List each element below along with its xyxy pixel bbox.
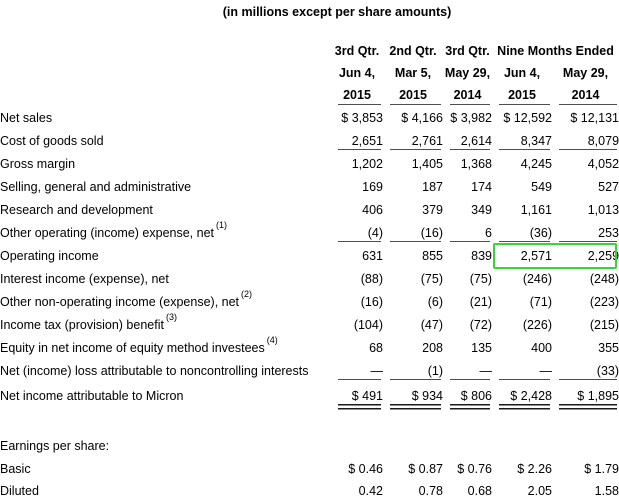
row-label: Research and development xyxy=(0,202,153,217)
col-year: 2014 xyxy=(552,84,619,106)
value-cell: (71) xyxy=(529,294,552,309)
value-cell: 174 xyxy=(471,179,492,194)
row-label: Interest income (expense), net xyxy=(0,271,169,286)
value-cell xyxy=(383,434,443,457)
value-cell: — xyxy=(492,359,552,382)
value-cell: (226) xyxy=(522,317,552,332)
value-cell: 1,202 xyxy=(351,156,383,171)
value-cell: 527 xyxy=(598,179,619,194)
value-cell: 6 xyxy=(443,221,492,244)
header-spacer xyxy=(0,40,331,62)
value-cell: $ 2,428 xyxy=(492,382,552,410)
value-cell: (223) xyxy=(589,294,619,309)
footnote-ref: (3) xyxy=(165,313,177,323)
value-cell: 2,651 xyxy=(331,129,383,152)
col-header-q2-2015: 2nd Qtr. xyxy=(389,44,437,58)
value-cell: 208 xyxy=(422,340,443,355)
value-cell: 4,052 xyxy=(587,156,619,171)
value-cell: $ 4,166 xyxy=(401,110,443,125)
row-label: Net (income) loss attributable to noncontrolling interests xyxy=(0,363,309,378)
value-cell: 1,013 xyxy=(587,202,619,217)
income-statement-table xyxy=(0,40,619,501)
table-row-operating-income xyxy=(0,244,619,267)
col-date: Jun 4, xyxy=(503,66,541,80)
value-cell: 4,245 xyxy=(520,156,552,171)
value-cell: $ 3,853 xyxy=(341,110,383,125)
value-cell: (104) xyxy=(353,317,383,332)
header-spacer xyxy=(0,84,331,106)
value-cell: (75) xyxy=(420,271,443,286)
table-row-interest xyxy=(0,267,619,290)
col-year: 2015 xyxy=(331,84,383,106)
value-cell: 169 xyxy=(362,179,383,194)
value-cell: 549 xyxy=(531,179,552,194)
value-cell: 135 xyxy=(471,340,492,355)
value-cell: $ 12,592 xyxy=(503,110,552,125)
col-header-q3-2015: 3rd Qtr. xyxy=(334,44,380,58)
table-row-noncontrolling xyxy=(0,359,619,382)
value-cell: $ 2.26 xyxy=(517,461,552,476)
value-cell: 406 xyxy=(362,202,383,217)
value-cell: 1.58 xyxy=(594,483,619,498)
value-cell: (16) xyxy=(360,294,383,309)
row-label: Diluted xyxy=(0,483,39,498)
col-date: May 29, xyxy=(444,66,491,80)
table-row-sga xyxy=(0,175,619,198)
value-cell xyxy=(331,434,383,457)
value-cell: $ 3,982 xyxy=(450,110,492,125)
header-row-quarters xyxy=(0,40,619,62)
footnote-ref: (1) xyxy=(216,221,228,231)
value-cell: 855 xyxy=(422,248,443,263)
value-cell: 379 xyxy=(422,202,443,217)
value-cell: 631 xyxy=(362,248,383,263)
value-cell: $ 0.76 xyxy=(457,461,492,476)
value-cell: $ 12,131 xyxy=(570,110,619,125)
value-cell xyxy=(492,434,552,457)
table-row-cogs xyxy=(0,129,619,152)
col-header-q3-2014: 3rd Qtr. xyxy=(445,44,490,58)
value-cell: $ 491 xyxy=(331,382,383,410)
row-label: Equity in net income of equity method investees$^{(4)}$ xyxy=(0,336,278,356)
col-year: 2015 xyxy=(383,84,443,106)
table-row-rnd xyxy=(0,198,619,221)
value-cell: 400 xyxy=(531,340,552,355)
row-label: Net sales xyxy=(0,110,53,125)
value-cell: 839 xyxy=(471,248,492,263)
value-cell: $ 1.79 xyxy=(584,461,619,476)
row-label: Basic xyxy=(0,461,31,476)
value-cell: 68 xyxy=(369,340,383,355)
row-label: Other non-operating income (expense), net$^{(2)}$ xyxy=(0,290,253,310)
table-row-other-non-operating xyxy=(0,290,619,313)
value-cell: $ 0.87 xyxy=(408,461,443,476)
footnote-ref: (4) xyxy=(266,336,278,346)
header-row-years xyxy=(0,84,619,106)
value-cell: 0.78 xyxy=(418,483,443,498)
spacer-row xyxy=(0,410,619,434)
col-year: 2014 xyxy=(443,84,492,106)
value-cell: 0.42 xyxy=(358,483,383,498)
col-date: Mar 5, xyxy=(394,66,432,80)
value-cell: 8,079 xyxy=(552,129,619,152)
value-cell: $ 806 xyxy=(443,382,492,410)
value-cell: — xyxy=(331,359,383,382)
header-row-dates xyxy=(0,62,619,84)
table-row-other-operating xyxy=(0,221,619,244)
value-cell-highlighted: 2,571 xyxy=(520,248,552,263)
value-cell: (75) xyxy=(469,271,492,286)
row-label: Gross margin xyxy=(0,156,76,171)
value-cell: (72) xyxy=(469,317,492,332)
page-title: (in millions except per share amounts) xyxy=(222,5,452,19)
value-cell: $ 1,895 xyxy=(552,382,619,410)
row-label: Net income attributable to Micron xyxy=(0,389,184,403)
value-cell: 1,161 xyxy=(520,202,552,217)
row-label: Selling, general and administrative xyxy=(0,179,192,194)
value-cell: $ 0.46 xyxy=(348,461,383,476)
col-date: Jun 4, xyxy=(338,66,376,80)
table-row-eps-header xyxy=(0,434,619,457)
col-year: 2015 xyxy=(492,84,552,106)
table-row-net-sales xyxy=(0,106,619,129)
value-cell: 2,761 xyxy=(383,129,443,152)
value-cell: 187 xyxy=(422,179,443,194)
row-label: Cost of goods sold xyxy=(0,133,104,148)
value-cell: (4) xyxy=(331,221,383,244)
value-cell: (246) xyxy=(522,271,552,286)
value-cell: 2,614 xyxy=(443,129,492,152)
value-cell: (21) xyxy=(469,294,492,309)
value-cell: (47) xyxy=(420,317,443,332)
row-label: Operating income xyxy=(0,248,99,263)
value-cell: (215) xyxy=(589,317,619,332)
value-cell-highlighted: 2,259 xyxy=(587,248,619,263)
value-cell: 1,405 xyxy=(411,156,443,171)
table-row-equity-investees xyxy=(0,336,619,359)
section-label: Earnings per share: xyxy=(0,438,110,453)
table-row-eps-diluted xyxy=(0,480,619,501)
value-cell: (248) xyxy=(589,271,619,286)
value-cell: (6) xyxy=(427,294,443,309)
row-label: Income tax (provision) benefit$^{(3)}$ xyxy=(0,313,177,333)
value-cell: 1,368 xyxy=(460,156,492,171)
value-cell: (16) xyxy=(383,221,443,244)
col-header-nine-months: Nine Months Ended xyxy=(497,44,614,58)
value-cell: (88) xyxy=(360,271,383,286)
value-cell: 8,347 xyxy=(492,129,552,152)
value-cell: 0.68 xyxy=(467,483,492,498)
value-cell: 2.05 xyxy=(527,483,552,498)
table-row-gross-margin xyxy=(0,152,619,175)
table-row-income-tax xyxy=(0,313,619,336)
value-cell: (36) xyxy=(492,221,552,244)
col-date: May 29, xyxy=(562,66,609,80)
value-cell: — xyxy=(443,359,492,382)
table-row-eps-basic xyxy=(0,457,619,480)
header-spacer xyxy=(0,62,331,84)
value-cell: (33) xyxy=(552,359,619,382)
value-cell: (1) xyxy=(383,359,443,382)
row-label: Other operating (income) expense, net$^{(1)}$ xyxy=(0,221,228,241)
spacer-cell xyxy=(0,410,619,434)
value-cell: $ 934 xyxy=(383,382,443,410)
value-cell: 349 xyxy=(471,202,492,217)
footnote-ref: (2) xyxy=(241,290,253,300)
table-row-net-income-micron xyxy=(0,382,619,410)
value-cell xyxy=(552,434,619,457)
value-cell xyxy=(443,434,492,457)
value-cell: 253 xyxy=(552,221,619,244)
value-cell: 355 xyxy=(598,340,619,355)
